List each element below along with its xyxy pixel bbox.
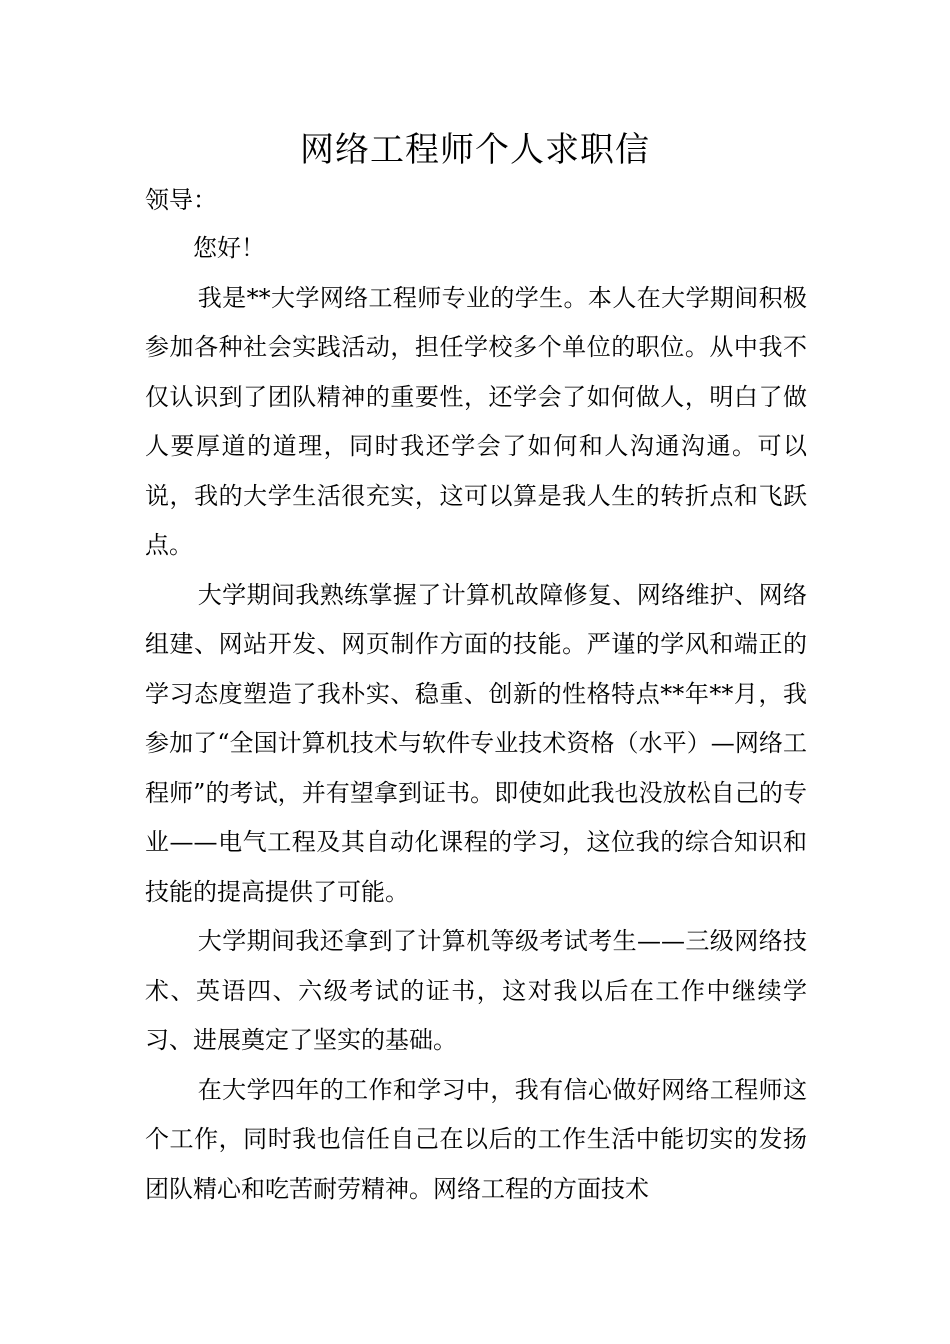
paragraph-1: 我是**大学网络工程师专业的学生。本人在大学期间积极参加各种社会实践活动，担任学校多个单位的职位。从中我不仅认识到了团队精神的重要性，还学会了如何做人，明白了做人要厚道的道理，同时我还学会了如何和人沟通沟通。可以说，我的大学生活很充实，这可以算是我人生的转折点和飞跃点。 xyxy=(145,283,807,559)
letter-body xyxy=(145,224,807,1214)
paragraph-3: 大学期间我还拿到了计算机等级考试考生——三级网络技术、英语四、六级考试的证书，这对我以后在工作中继续学习、进展奠定了坚实的基础。 xyxy=(145,927,807,1054)
document-title: 网络工程师个人求职信 xyxy=(300,130,650,170)
salutation: 领导： xyxy=(145,186,217,214)
greeting: 您好！ xyxy=(193,234,265,262)
paragraph-4: 在大学四年的工作和学习中，我有信心做好网络工程师这个工作，同时我也信任自己在以后的工作生活中能切实的发扬团队精心和吃苦耐劳精神。网络工程的方面技术 xyxy=(145,1075,807,1203)
paragraph-2: 大学期间我熟练掌握了计算机故障修复、网络维护、网络组建、网站开发、网页制作方面的技能。严谨的学风和端正的学习态度塑造了我朴实、稳重、创新的性格特点**年**月，我参加了“全国计算机技术与软件专业技术资格（水平）—网络工程师”的考试，并有望拿到证书。即使如此我也没放松自己的专业——电气工程及其自动化课程的学习，这位我的综合知识和技能的提高提供了可能。 xyxy=(145,580,807,906)
